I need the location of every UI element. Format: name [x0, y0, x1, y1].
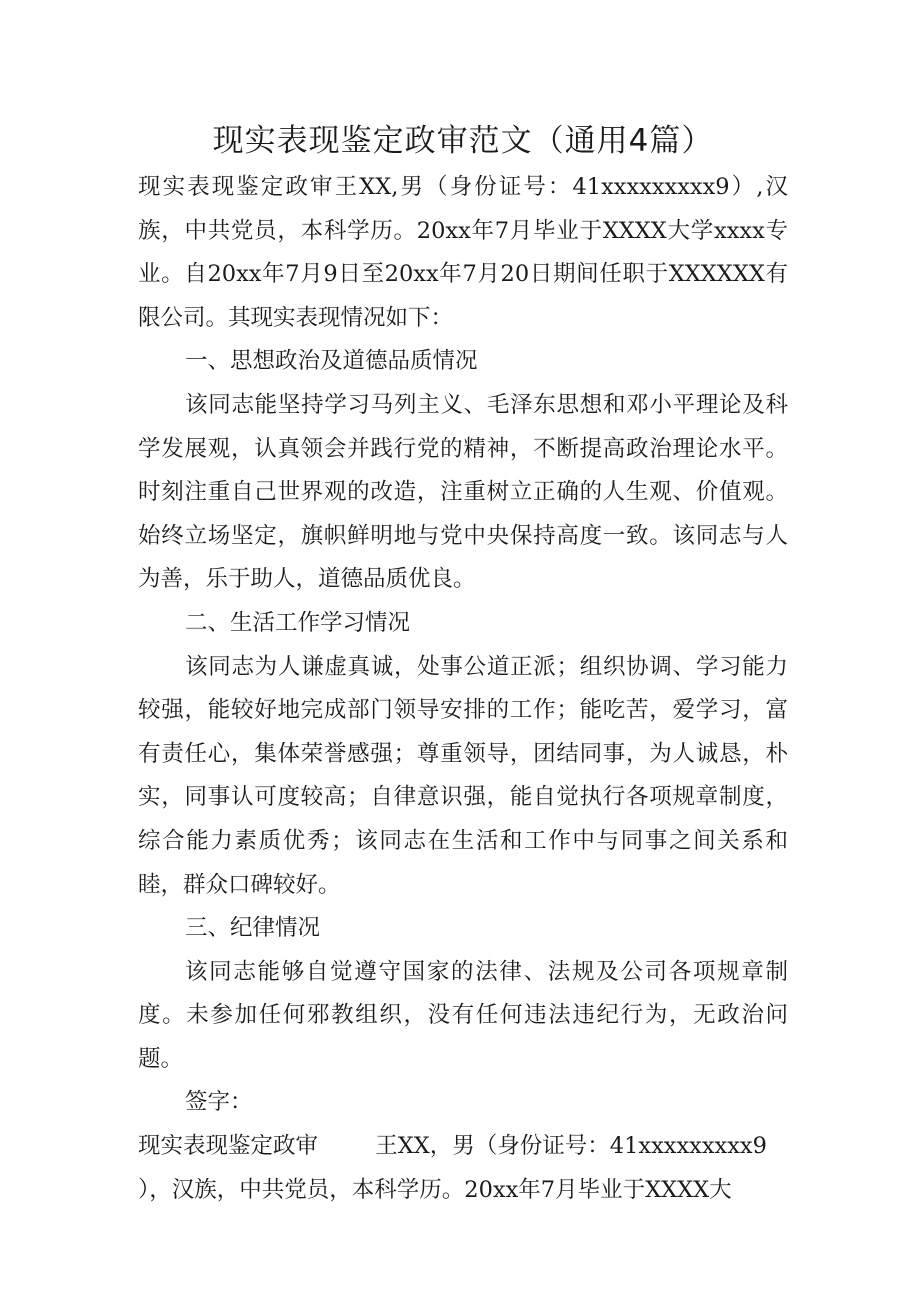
document-page	[138, 118, 788, 1212]
document-title: 现实表现鉴定政审范文（通用4篇）	[212, 123, 714, 159]
section-body-2: 该同志为人谦虚真诚，处事公道正派；组织协调、学习能力较强，能较好地完成部门领导安排的工作；能吃苦，爱学习，富有责任心，集体荣誉感强；尊重领导，团结同事，为人诚恳，朴实，同事认可度较高；自律意识强，能自觉执行各项规章制度，综合能力素质优秀；该同志在生活和工作中与同事之间关系和睦，群众口碑较好。	[138, 653, 788, 898]
intro-paragraph: 现实表现鉴定政审王XX,男（身份证号：41xxxxxxxxx9）,汉族，中共党员，本科学历。20xx年7月毕业于XXXX大学xxxx专业。自20xx年7月9日至20xx年7月20日期间任职于XXXXXX有限公司。其现实表现情况如下：	[138, 174, 788, 331]
section-heading-2: 二、生活工作学习情况	[185, 609, 411, 636]
second-intro-line-1: 现实表现鉴定政审 王XX，男（身份证号：41xxxxxxxxx9	[138, 1133, 767, 1160]
section-body-3: 该同志能够自觉遵守国家的法律、法规及公司各项规章制度。未参加任何邪教组织，没有任何违法违纪行为，无政治问题。	[138, 958, 788, 1072]
section-heading-3: 三、纪律情况	[185, 915, 321, 942]
second-intro-line-2: ），汉族，中共党员，本科学历。20xx年7月毕业于XXXX大	[138, 1176, 732, 1203]
signature-label: 签字：	[185, 1089, 253, 1116]
section-body-1: 该同志能坚持学习马列主义、毛泽东思想和邓小平理论及科学发展观，认真领会并践行党的精神，不断提高政治理论水平。时刻注重自己世界观的改造，注重树立正确的人生观、价值观。始终立场坚定，旗帜鲜明地与党中央保持高度一致。该同志与人为善，乐于助人，道德品质优良。	[138, 391, 788, 593]
section-heading-1: 一、思想政治及道德品质情况	[185, 348, 478, 375]
